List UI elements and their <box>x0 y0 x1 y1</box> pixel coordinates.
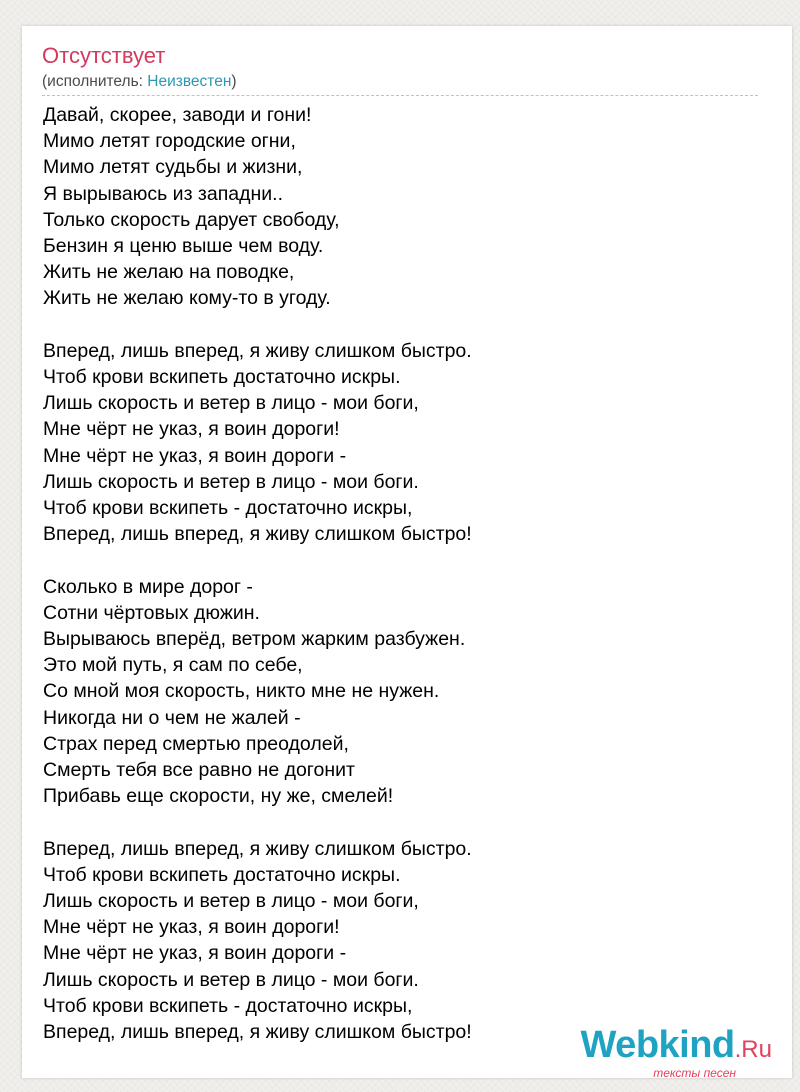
song-header <box>42 42 758 96</box>
lyric-line: Чтоб крови вскипеть - достаточно искры, <box>43 994 413 1017</box>
artist-prefix: (исполнитель: <box>42 73 148 90</box>
lyric-line: Лишь скорость и ветер в лицо - мои боги, <box>43 890 419 913</box>
lyric-line: Вперед, лишь вперед, я живу слишком быстро! <box>43 1021 472 1044</box>
artist-suffix: ) <box>231 73 237 90</box>
lyric-line: Мне чёрт не указ, я воин дороги! <box>43 916 340 939</box>
lyric-line: Мне чёрт не указ, я воин дороги! <box>43 418 340 441</box>
artist-link[interactable]: Неизвестен <box>147 73 232 90</box>
lyric-line: Чтоб крови вскипеть достаточно искры. <box>43 366 401 389</box>
lyric-line: Никогда ни о чем не жалей - <box>43 706 301 729</box>
lyric-line: Мимо летят судьбы и жизни, <box>43 156 303 179</box>
lyric-line: Я вырываюсь из западни.. <box>43 182 283 205</box>
lyric-line: Смерть тебя все равно не догонит <box>43 759 355 782</box>
lyric-line: Мне чёрт не указ, я воин дороги - <box>43 444 347 467</box>
song-title: Отсутствует <box>42 43 166 68</box>
logo-wordmark <box>581 1026 773 1069</box>
lyric-line: Со мной моя скорость, никто мне не нужен. <box>43 680 440 703</box>
site-logo[interactable] <box>581 1026 773 1079</box>
lyric-line: Страх перед смертью преодолей, <box>43 732 349 755</box>
lyric-line: Жить не желаю на поводке, <box>43 261 295 284</box>
lyric-line: Это мой путь, я сам по себе, <box>43 654 303 677</box>
lyric-line: Только скорость дарует свободу, <box>43 208 340 231</box>
lyric-line: Жить не желаю кому-то в угоду. <box>43 287 331 310</box>
lyric-line: Вперед, лишь вперед, я живу слишком быстро! <box>43 523 472 546</box>
lyric-line: Сколько в мире дорог - <box>43 575 253 598</box>
lyric-line: Мне чёрт не указ, я воин дороги - <box>43 942 347 965</box>
lyric-line: Лишь скорость и ветер в лицо - мои боги, <box>43 392 419 415</box>
lyric-line: Мимо летят городские огни, <box>43 130 296 153</box>
lyrics-stanza <box>43 338 743 548</box>
lyric-line: Вырываюсь вперёд, ветром жарким разбужен. <box>43 628 466 651</box>
lyric-line: Бензин я ценю выше чем воду. <box>43 235 324 258</box>
lyric-line: Сотни чёртовых дюжин. <box>43 601 260 624</box>
lyric-line: Чтоб крови вскипеть - достаточно искры, <box>43 497 413 520</box>
artist-line <box>42 72 758 96</box>
lyric-line: Вперед, лишь вперед, я живу слишком быстро. <box>43 837 472 860</box>
lyric-line: Лишь скорость и ветер в лицо - мои боги. <box>43 968 419 991</box>
logo-tld: .Ru <box>734 1036 772 1063</box>
lyric-line: Чтоб крови вскипеть достаточно искры. <box>43 863 401 886</box>
lyrics-stanza <box>43 836 743 1046</box>
lyric-line: Давай, скорее, заводи и гони! <box>43 104 312 126</box>
logo-tagline: тексты песен <box>653 1066 736 1080</box>
lyrics-stanza <box>43 574 743 810</box>
lyrics-stanza <box>43 102 743 312</box>
lyric-line: Прибавь еще скорости, ну же, смелей! <box>43 785 394 808</box>
logo-name: Webkind <box>580 1024 735 1066</box>
lyric-line: Вперед, лишь вперед, я живу слишком быстро. <box>43 339 472 362</box>
lyrics-body <box>43 102 743 1071</box>
lyric-line: Лишь скорость и ветер в лицо - мои боги. <box>43 470 419 493</box>
